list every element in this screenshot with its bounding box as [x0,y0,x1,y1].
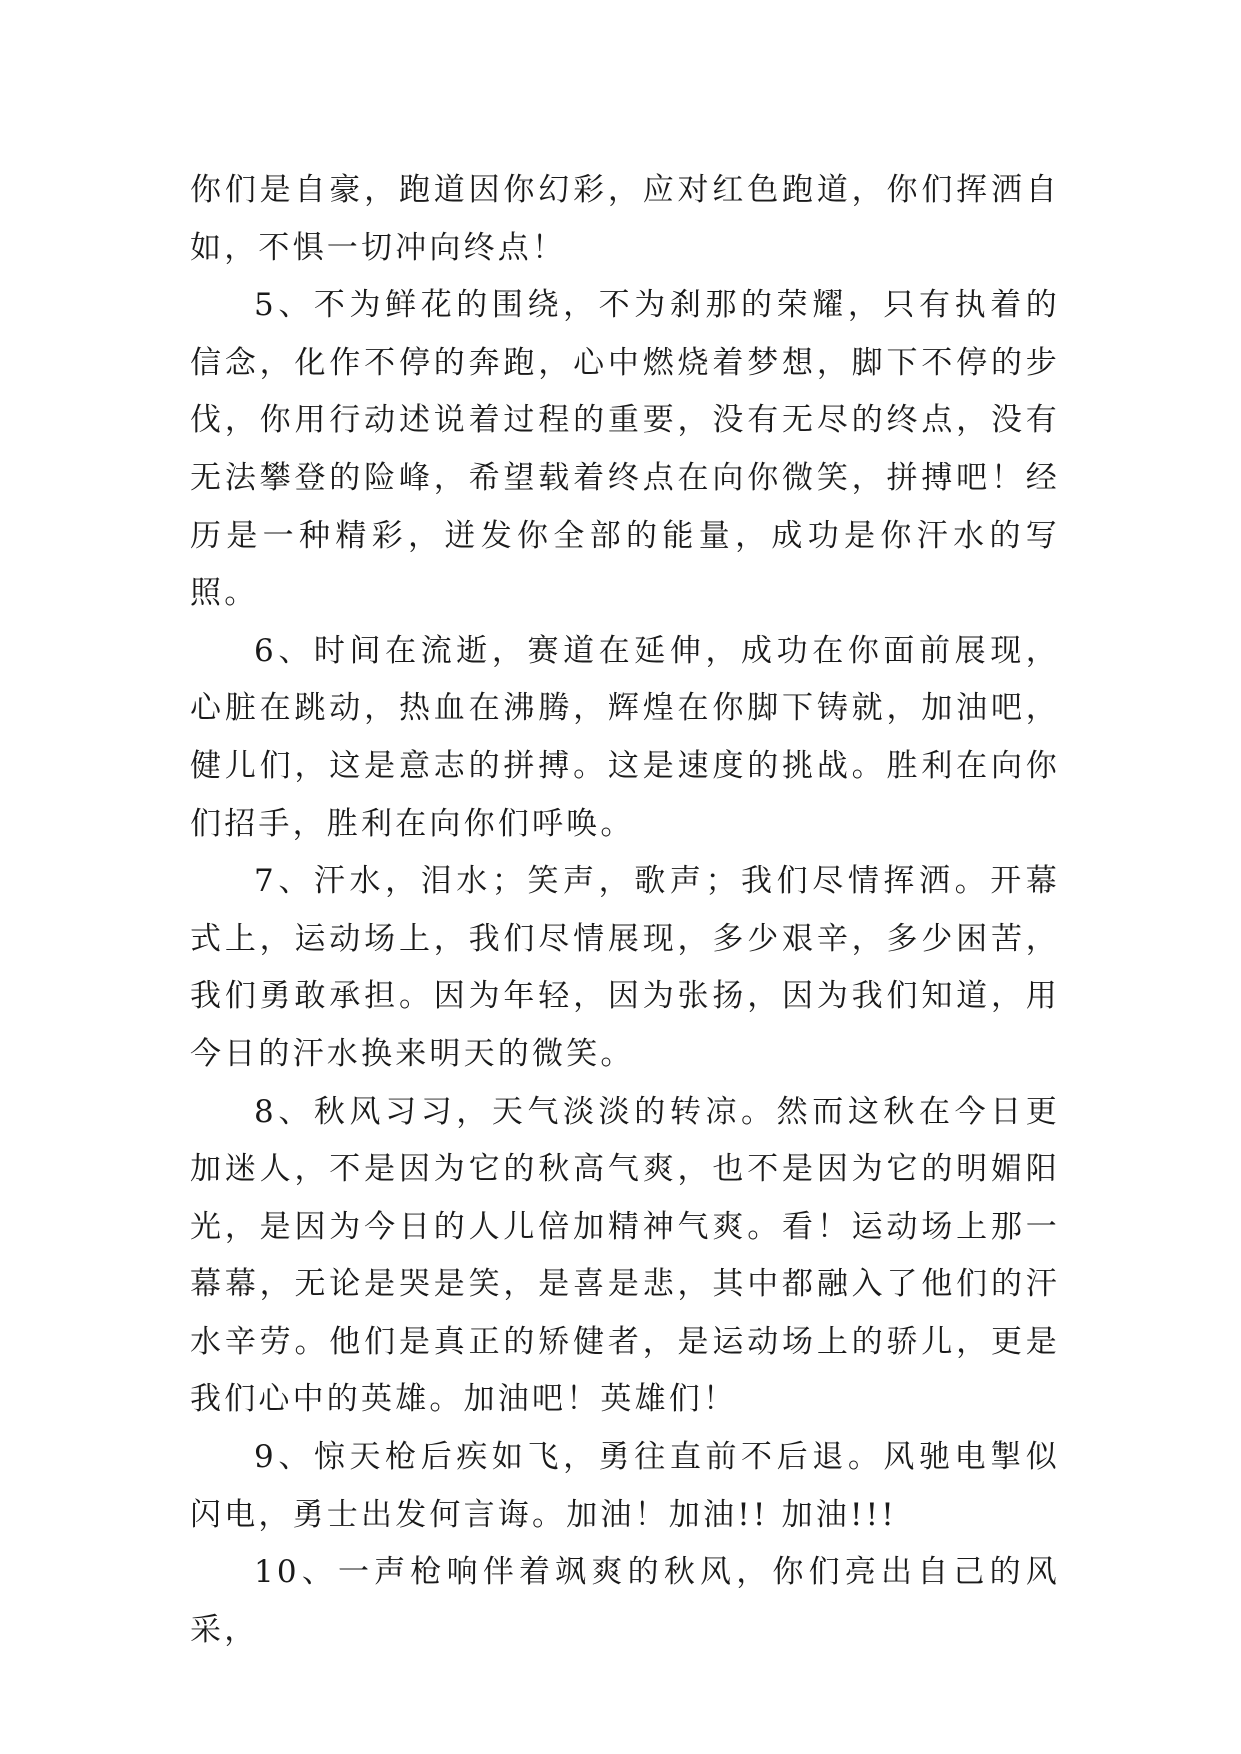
paragraph-8: 8、秋风习习，天气淡淡的转凉。然而这秋在今日更加迷人，不是因为它的秋高气爽，也不是因为它的明媚阳光，是因为今日的人儿倍加精神气爽。看！运动场上那一幕幕，无论是哭是笑，是喜是悲，其中都融入了他们的汗水辛劳。他们是真正的矫健者，是运动场上的骄儿，更是我们心中的英雄。加油吧！英雄们！ [190,1093,1060,1418]
paragraph-5: 5、不为鲜花的围绕，不为刹那的荣耀，只有执着的信念，化作不停的奔跑，心中燃烧着梦想，脚下不停的步伐，你用行动述说着过程的重要，没有无尽的终点，没有无法攀登的险峰，希望载着终点在向你微笑，拼搏吧！经历是一种精彩，迸发你全部的能量，成功是你汗水的写照。 [190,287,1060,612]
document-body [190,162,1060,1659]
paragraph-continuation: 你们是自豪，跑道因你幻彩，应对红色跑道，你们挥洒自如，不惧一切冲向终点！ [190,172,1060,266]
paragraph-10: 10、一声枪响伴着飒爽的秋风，你们亮出自己的风采， [190,1554,1060,1648]
paragraph-9: 9、惊天枪后疾如飞，勇往直前不后退。风驰电掣似闪电，勇士出发何言诲。加油！加油!! 加油!!! [190,1439,1060,1533]
paragraph-7: 7、汗水，泪水；笑声，歌声；我们尽情挥洒。开幕式上，运动场上，我们尽情展现，多少艰辛，多少困苦，我们勇敢承担。因为年轻，因为张扬，因为我们知道，用今日的汗水换来明天的微笑。 [190,863,1060,1072]
paragraph-6: 6、时间在流逝，赛道在延伸，成功在你面前展现，心脏在跳动，热血在沸腾，辉煌在你脚下铸就，加油吧，健儿们，这是意志的拼搏。这是速度的挑战。胜利在向你们招手，胜利在向你们呼唤。 [190,632,1060,842]
